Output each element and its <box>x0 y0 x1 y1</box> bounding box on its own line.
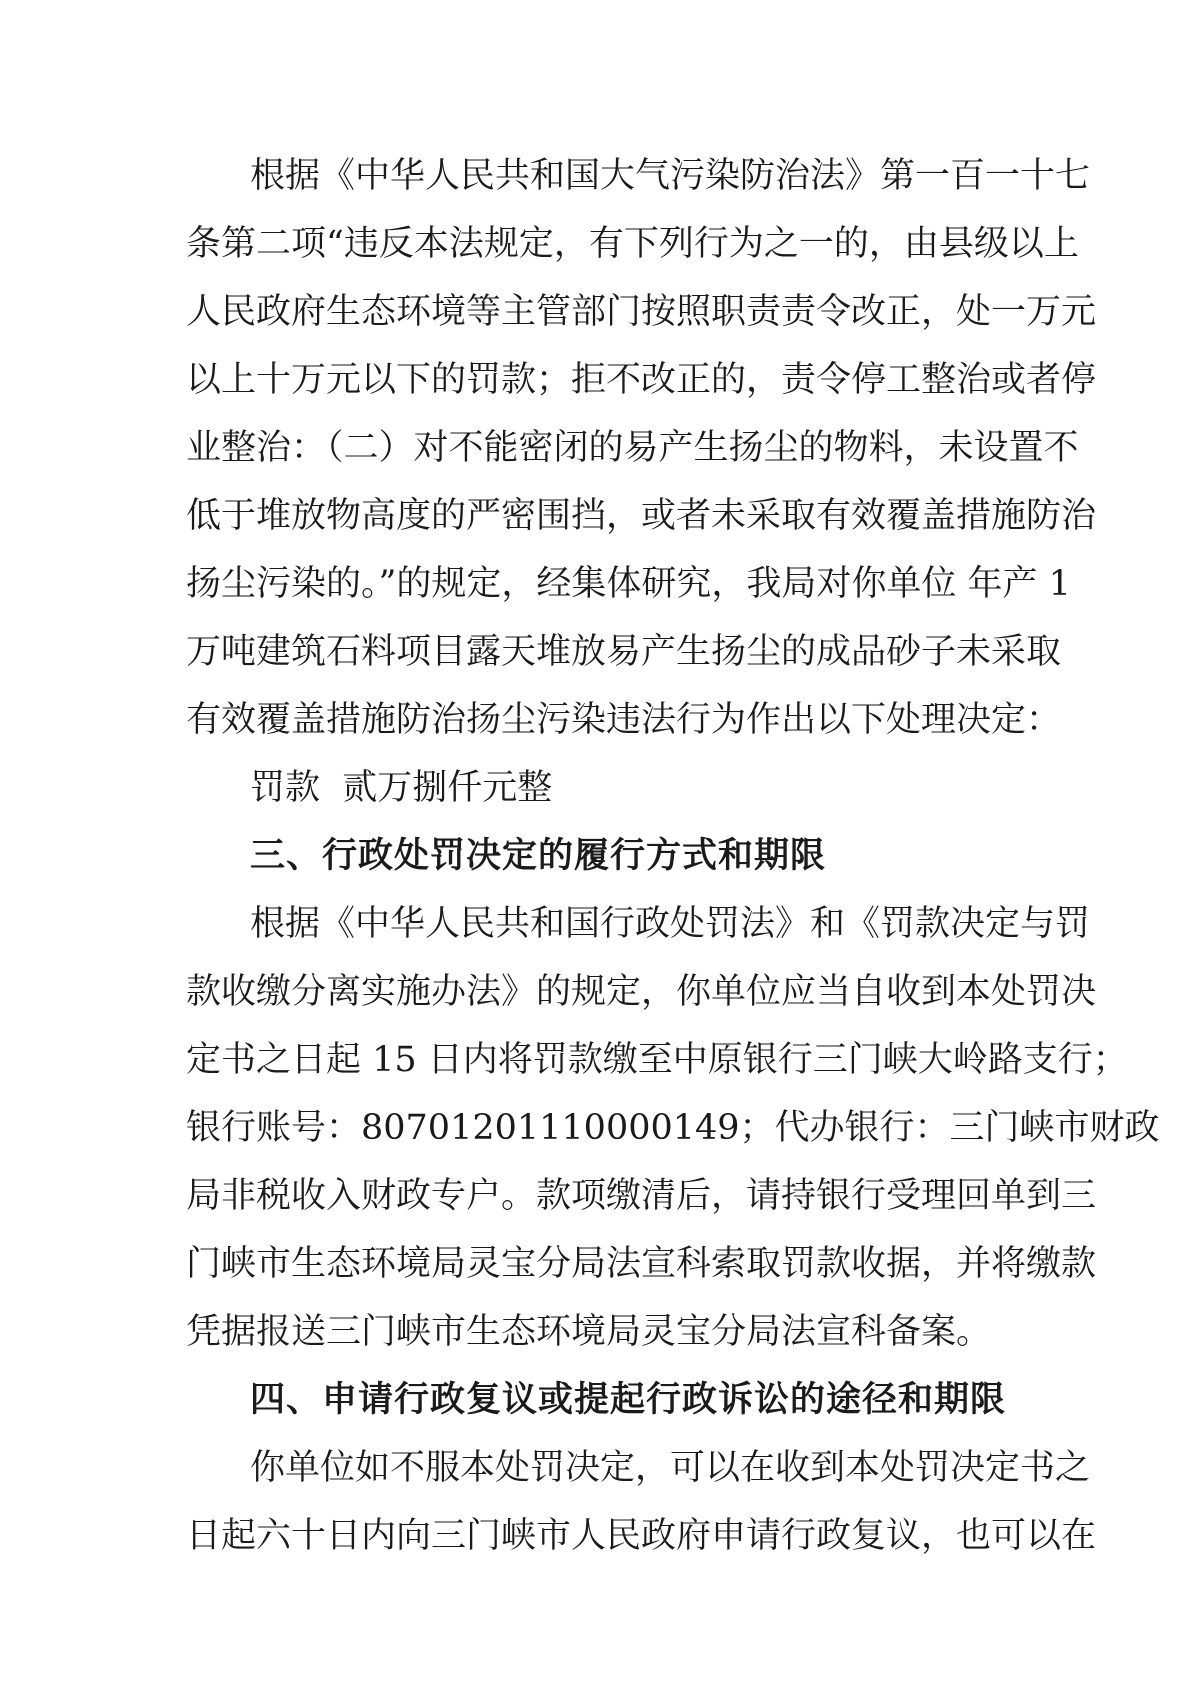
paragraph-line: 人民政府生态环境等主管部门按照职责责令改正，处一万元 <box>186 292 1097 332</box>
paragraph-line: 低于堆放物高度的严密围挡，或者未采取有效覆盖措施防治 <box>186 496 1097 536</box>
paragraph-line: 扬尘污染的。”的规定，经集体研究，我局对你单位 年产 1 <box>186 564 1071 604</box>
paragraph-line: 以上十万元以下的罚款；拒不改正的，责令停工整治或者停 <box>186 360 1097 400</box>
paragraph-line: 款收缴分离实施办法》的规定，你单位应当自收到本处罚决 <box>186 972 1097 1012</box>
paragraph-line: 有效覆盖措施防治扬尘污染违法行为作出以下处理决定： <box>186 700 1062 740</box>
paragraph-line: 业整治：（二）对不能密闭的易产生扬尘的物料，未设置不 <box>186 428 1079 468</box>
paragraph-line: 万吨建筑石料项目露天堆放易产生扬尘的成品砂子未采取 <box>186 632 1062 672</box>
paragraph-line: 银行账号：80701201110000149；代办银行：三门峡市财政 <box>186 1108 1160 1148</box>
paragraph-line: 门峡市生态环境局灵宝分局法宣科索取罚款收据，并将缴款 <box>186 1244 1097 1284</box>
penalty-amount: 罚款 贰万捌仟元整 <box>250 768 553 808</box>
paragraph-line: 根据《中华人民共和国大气污染防治法》第一百一十七 <box>250 156 1091 196</box>
paragraph-line: 局非税收入财政专户。款项缴清后，请持银行受理回单到三 <box>186 1176 1097 1216</box>
paragraph-line: 日起六十日内向三门峡市人民政府申请行政复议，也可以在 <box>186 1516 1097 1556</box>
paragraph-line: 你单位如不服本处罚决定，可以在收到本处罚决定书之 <box>250 1448 1091 1488</box>
section-heading: 三、行政处罚决定的履行方式和期限 <box>250 836 827 876</box>
paragraph-line: 凭据报送三门峡市生态环境局灵宝分局法宣科备案。 <box>186 1312 992 1352</box>
paragraph-line: 定书之日起 15 日内将罚款缴至中原银行三门峡大岭路支行； <box>186 1040 1128 1080</box>
section-heading: 四、申请行政复议或提起行政诉讼的途径和期限 <box>250 1380 1007 1420</box>
paragraph-line: 条第二项“违反本法规定，有下列行为之一的，由县级以上 <box>186 224 1079 264</box>
paragraph-line: 根据《中华人民共和国行政处罚法》和《罚款决定与罚 <box>250 904 1091 944</box>
